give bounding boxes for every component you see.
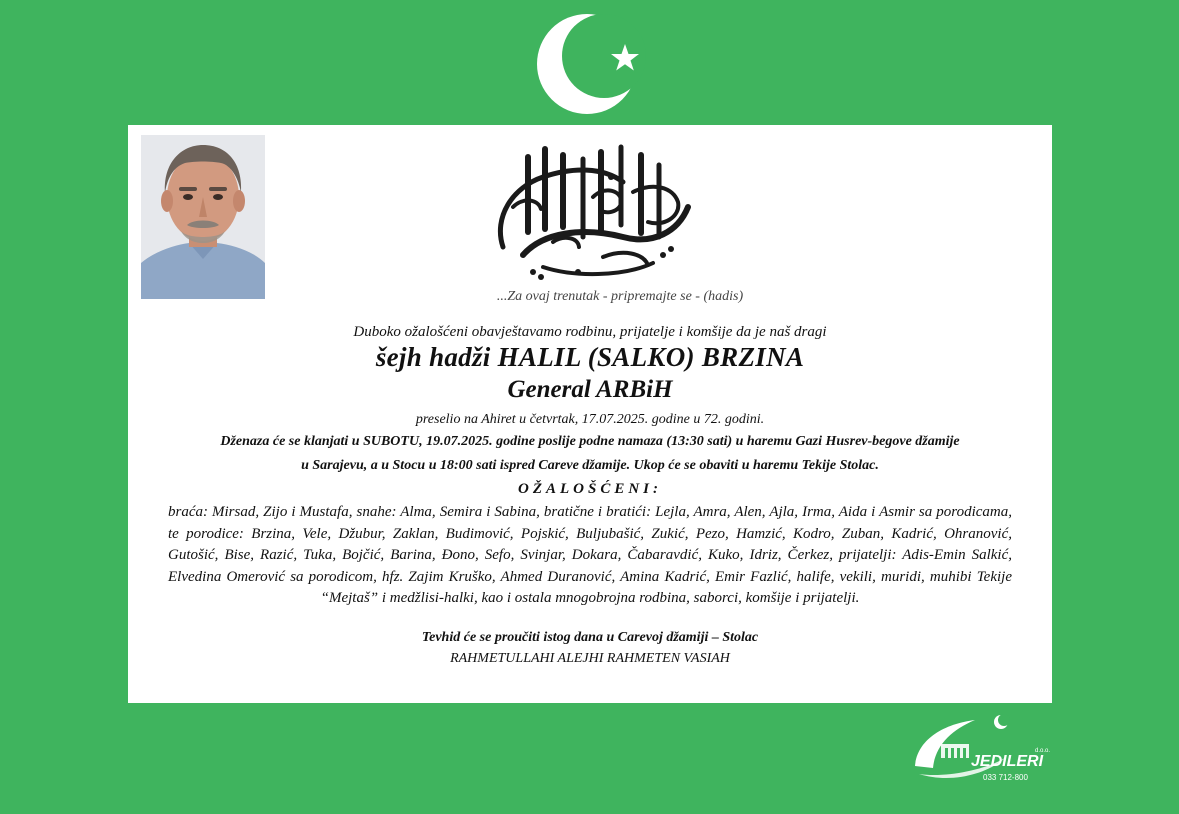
funeral-info-line-2: u Sarajevu, a u Stocu u 18:00 sati ispred Careve džamije. Ukop će se obaviti u haremu Tekije Stolac.: [301, 458, 879, 473]
deceased-name: šejh hadži HALIL (SALKO) BRZINA: [375, 342, 805, 372]
logo-suffix: d.o.o.: [1035, 748, 1051, 754]
funeral-info-line-1: Dženaza će se klanjati u SUBOTU, 19.07.2025. godine poslije podne namaza (13:30 sati) u haremu Gazi Husrev-begove džamije: [220, 434, 960, 449]
logo-brand: JEDILERI: [971, 753, 1044, 770]
motto-text: ...Za ovaj trenutak - pripremajte se - (hadis): [496, 289, 744, 304]
calligraphy-emblem: [483, 137, 703, 292]
tevhid-info: Tevhid će se proučiti istog dana u Carevoj džamiji – Stolac: [421, 630, 759, 645]
intro-text: Duboko ožalošćeni obavještavamo rodbinu, prijatelje i komšije da je naš dragi: [353, 324, 827, 340]
mourners-heading: OŽALOŠĆENI:: [517, 481, 662, 497]
crescent-and-star-icon: [537, 12, 647, 116]
obituary-card: [128, 125, 1052, 703]
company-logo: [905, 708, 1055, 788]
mourners-list: braća: Mirsad, Zijo i Mustafa, snahe: Alma, Semira i Sabina, bratične i bratići: Lejla, Amra, Alen, Ajla, Irma, Aida i Asmir sa porodicama, te porodice: Brzina, Vele, Džubur, Zaklan, Budimović, Pojskić, Buljubašić, Zukić, Pezo, Hamzić, Kodro, Zuban, Kadrić, Ohranović, Gutošić, Bise, Razić, Tuka, Bojčić, Barina, Đono, Sefo, Svinjar, Dokara, Čabaravdić, Kuko, Idriz, Čerkez, prijatelji: Adis-Emin Salkić, Elvedina Omerović sa porodicom, hfz. Zajim Kruško, Ahmed Duranović, Amina Kadrić, Emir Fazlić, halife, vekili, muridi, muhibi Tekije “Mejtaš” i medžlisi-halki, kao i ostala mnogobrojna rodbina, saborci, komšije i prijatelji.: [168, 504, 1012, 606]
passing-date-text: preselio na Ahiret u četvrtak, 17.07.2025. godine u 72. godini.: [415, 412, 765, 427]
portrait-photo: [141, 135, 265, 299]
closing-prayer: RAHMETULLAHI ALEJHI RAHMETEN VASIAH: [450, 651, 730, 666]
deceased-rank: General ARBiH: [507, 376, 673, 403]
logo-phone: 033 712-800: [983, 773, 1028, 782]
